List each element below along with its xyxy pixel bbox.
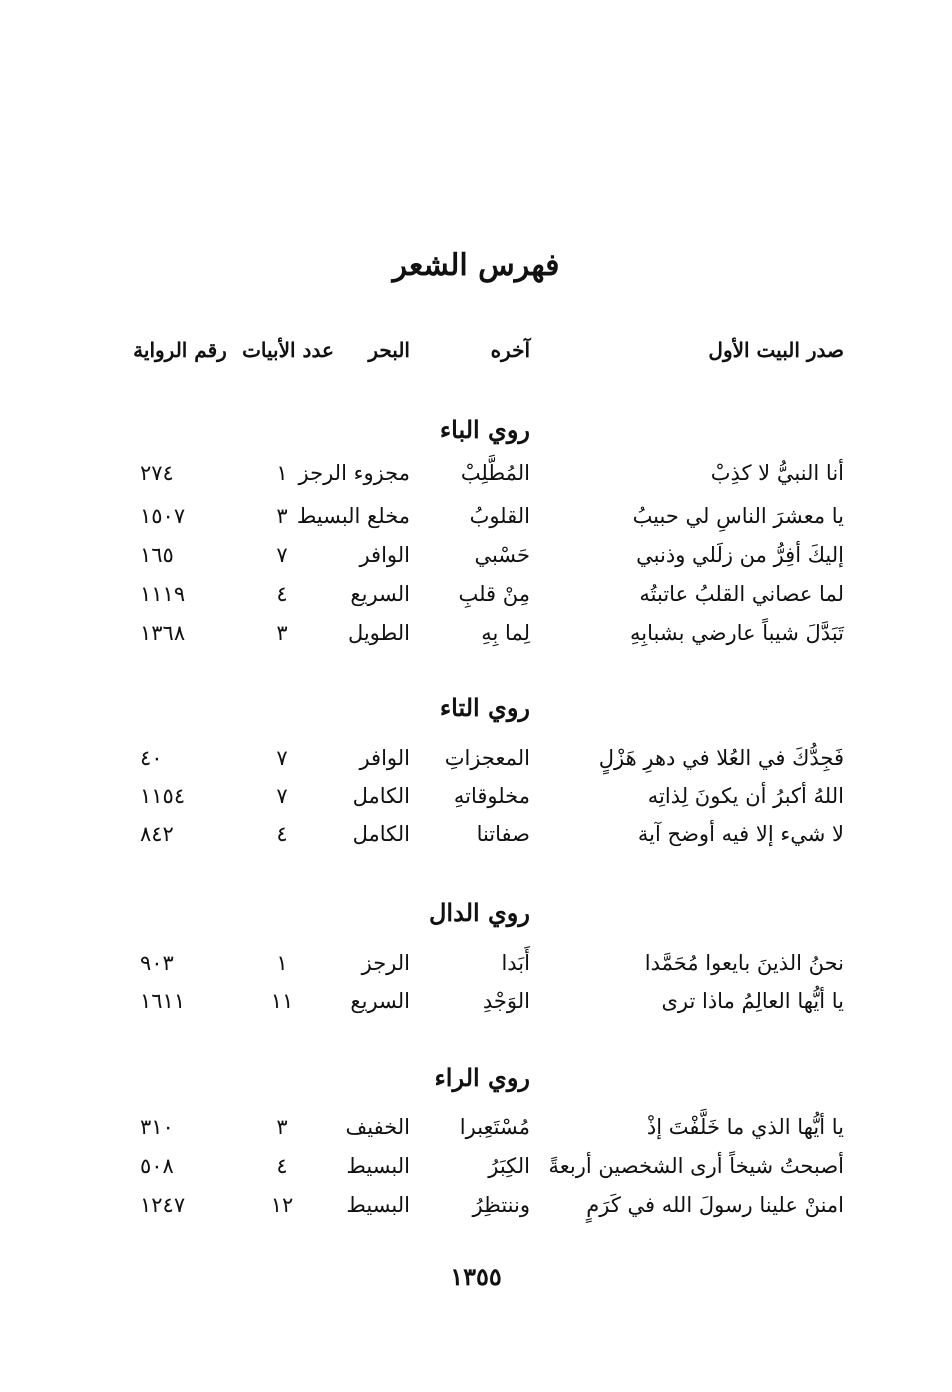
narration-number: ١١١٩ bbox=[140, 582, 186, 606]
ending-word: الكِبَرُ bbox=[488, 1154, 530, 1178]
narration-number: ١٣٦٨ bbox=[140, 621, 186, 645]
section-heading: روي الدال bbox=[428, 898, 530, 927]
narration-number: ٣١٠ bbox=[140, 1115, 174, 1139]
table-row bbox=[0, 1185, 952, 1225]
table-row bbox=[0, 1107, 952, 1147]
meter: البسيط bbox=[346, 1154, 410, 1178]
table-row bbox=[0, 738, 952, 778]
ending-word: مخلوقاتهِ bbox=[453, 784, 530, 808]
header-narration-number: رقم الرواية bbox=[133, 338, 227, 362]
first-hemistich: أنا النبيُّ لا كذِبْ bbox=[710, 461, 844, 485]
verse-count: ٧ bbox=[276, 784, 288, 808]
first-hemistich: أصبحتُ شيخاً أرى الشخصين أربعةً bbox=[548, 1154, 844, 1178]
column-header-row bbox=[0, 330, 952, 370]
verse-count: ٣ bbox=[276, 504, 288, 528]
first-hemistich: امننْ علينا رسولَ الله في كَرَمٍ bbox=[586, 1193, 844, 1217]
meter: الطويل bbox=[347, 621, 410, 645]
ending-word: حَسْبي bbox=[474, 543, 530, 567]
verse-count: ١١ bbox=[270, 989, 294, 1013]
table-row bbox=[0, 613, 952, 653]
table-row bbox=[0, 1146, 952, 1186]
verse-count: ٤ bbox=[276, 582, 288, 606]
first-hemistich: يا أيُّها الذي ما خَلَّفْتَ إذْ bbox=[646, 1115, 844, 1139]
narration-number: ٩٠٣ bbox=[140, 951, 174, 975]
ending-word: مِنْ قلبِ bbox=[458, 582, 530, 606]
page-number: ١٣٥٥ bbox=[450, 1262, 502, 1291]
first-hemistich: تَبَدَّلَ شيباً عارضي بشبابِهِ bbox=[630, 621, 844, 645]
page-title: فهرس الشعر bbox=[392, 248, 560, 283]
verse-count: ٧ bbox=[276, 746, 288, 770]
first-hemistich: يا أيُّها العالِمُ ماذا ترى bbox=[661, 989, 844, 1013]
ending-word: الوَجْدِ bbox=[482, 989, 530, 1013]
meter: الرجز bbox=[361, 951, 410, 975]
table-row bbox=[0, 496, 952, 536]
ending-word: لِما بِهِ bbox=[481, 621, 530, 645]
ending-word: مُسْتَعِبرا bbox=[459, 1115, 530, 1139]
first-hemistich: فَجِدُّكَ في العُلا في دهرِ هَزْلٍ bbox=[598, 746, 844, 770]
narration-number: ٥٠٨ bbox=[140, 1154, 174, 1178]
narration-number: ٨٤٢ bbox=[140, 822, 174, 846]
first-hemistich: لا شيء إلا فيه أوضح آية bbox=[637, 822, 844, 846]
meter: السريع bbox=[350, 582, 410, 606]
meter: الكامل bbox=[352, 822, 410, 846]
meter: الوافر bbox=[359, 746, 410, 770]
header-meter: البحر bbox=[368, 338, 410, 362]
first-hemistich: إليكَ أفِرُّ من زلَلي وذنبي bbox=[636, 543, 844, 567]
header-ending: آخره bbox=[490, 338, 530, 362]
meter: الخفيف bbox=[345, 1115, 410, 1139]
meter: مخلع البسيط bbox=[296, 504, 410, 528]
narration-number: ١٥٠٧ bbox=[140, 504, 186, 528]
narration-number: ١٦١١ bbox=[140, 989, 186, 1013]
table-row bbox=[0, 981, 952, 1021]
meter: البسيط bbox=[346, 1193, 410, 1217]
section-heading: روي التاء bbox=[439, 693, 530, 722]
first-hemistich: نحنُ الذينَ بايعوا مُحَمَّدا bbox=[644, 951, 844, 975]
verse-count: ٣ bbox=[276, 621, 288, 645]
first-hemistich: اللهُ أكبرُ أن يكونَ لِذاتِه bbox=[647, 784, 844, 808]
narration-number: ٢٧٤ bbox=[140, 461, 174, 485]
meter: الوافر bbox=[359, 543, 410, 567]
table-row bbox=[0, 535, 952, 575]
meter: مجزوء الرجز bbox=[298, 461, 410, 485]
section-heading: روي الباء bbox=[439, 415, 530, 444]
header-verse-count: عدد الأبيات bbox=[242, 338, 334, 362]
table-row bbox=[0, 453, 952, 493]
ending-word: المعجزاتِ bbox=[444, 746, 530, 770]
verse-count: ١ bbox=[276, 461, 288, 485]
header-first-hemistich: صدر البيت الأول bbox=[708, 338, 844, 362]
table-row bbox=[0, 776, 952, 816]
verse-count: ١ bbox=[276, 951, 288, 975]
meter: الكامل bbox=[352, 784, 410, 808]
ending-word: أَبَدا bbox=[501, 951, 530, 975]
narration-number: ١١٥٤ bbox=[140, 784, 186, 808]
verse-count: ٤ bbox=[276, 1154, 288, 1178]
first-hemistich: لما عصاني القلبُ عاتبتُه bbox=[639, 582, 844, 606]
ending-word: المُطَّلِبْ bbox=[460, 461, 530, 485]
verse-count: ٤ bbox=[276, 822, 288, 846]
verse-count: ٧ bbox=[276, 543, 288, 567]
ending-word: وننتظِرُ bbox=[472, 1193, 530, 1217]
verse-count: ٣ bbox=[276, 1115, 288, 1139]
ending-word: صفاتنا bbox=[476, 822, 530, 846]
meter: السريع bbox=[350, 989, 410, 1013]
narration-number: ١٢٤٧ bbox=[140, 1193, 186, 1217]
narration-number: ١٦٥ bbox=[140, 543, 174, 567]
verse-count: ١٢ bbox=[270, 1193, 294, 1217]
table-row bbox=[0, 943, 952, 983]
ending-word: القلوبُ bbox=[469, 504, 530, 528]
table-row bbox=[0, 814, 952, 854]
narration-number: ٤٠ bbox=[140, 746, 163, 770]
table-row bbox=[0, 574, 952, 614]
first-hemistich: يا معشرَ الناسِ لي حبيبُ bbox=[632, 504, 844, 528]
section-heading: روي الراء bbox=[434, 1063, 530, 1092]
